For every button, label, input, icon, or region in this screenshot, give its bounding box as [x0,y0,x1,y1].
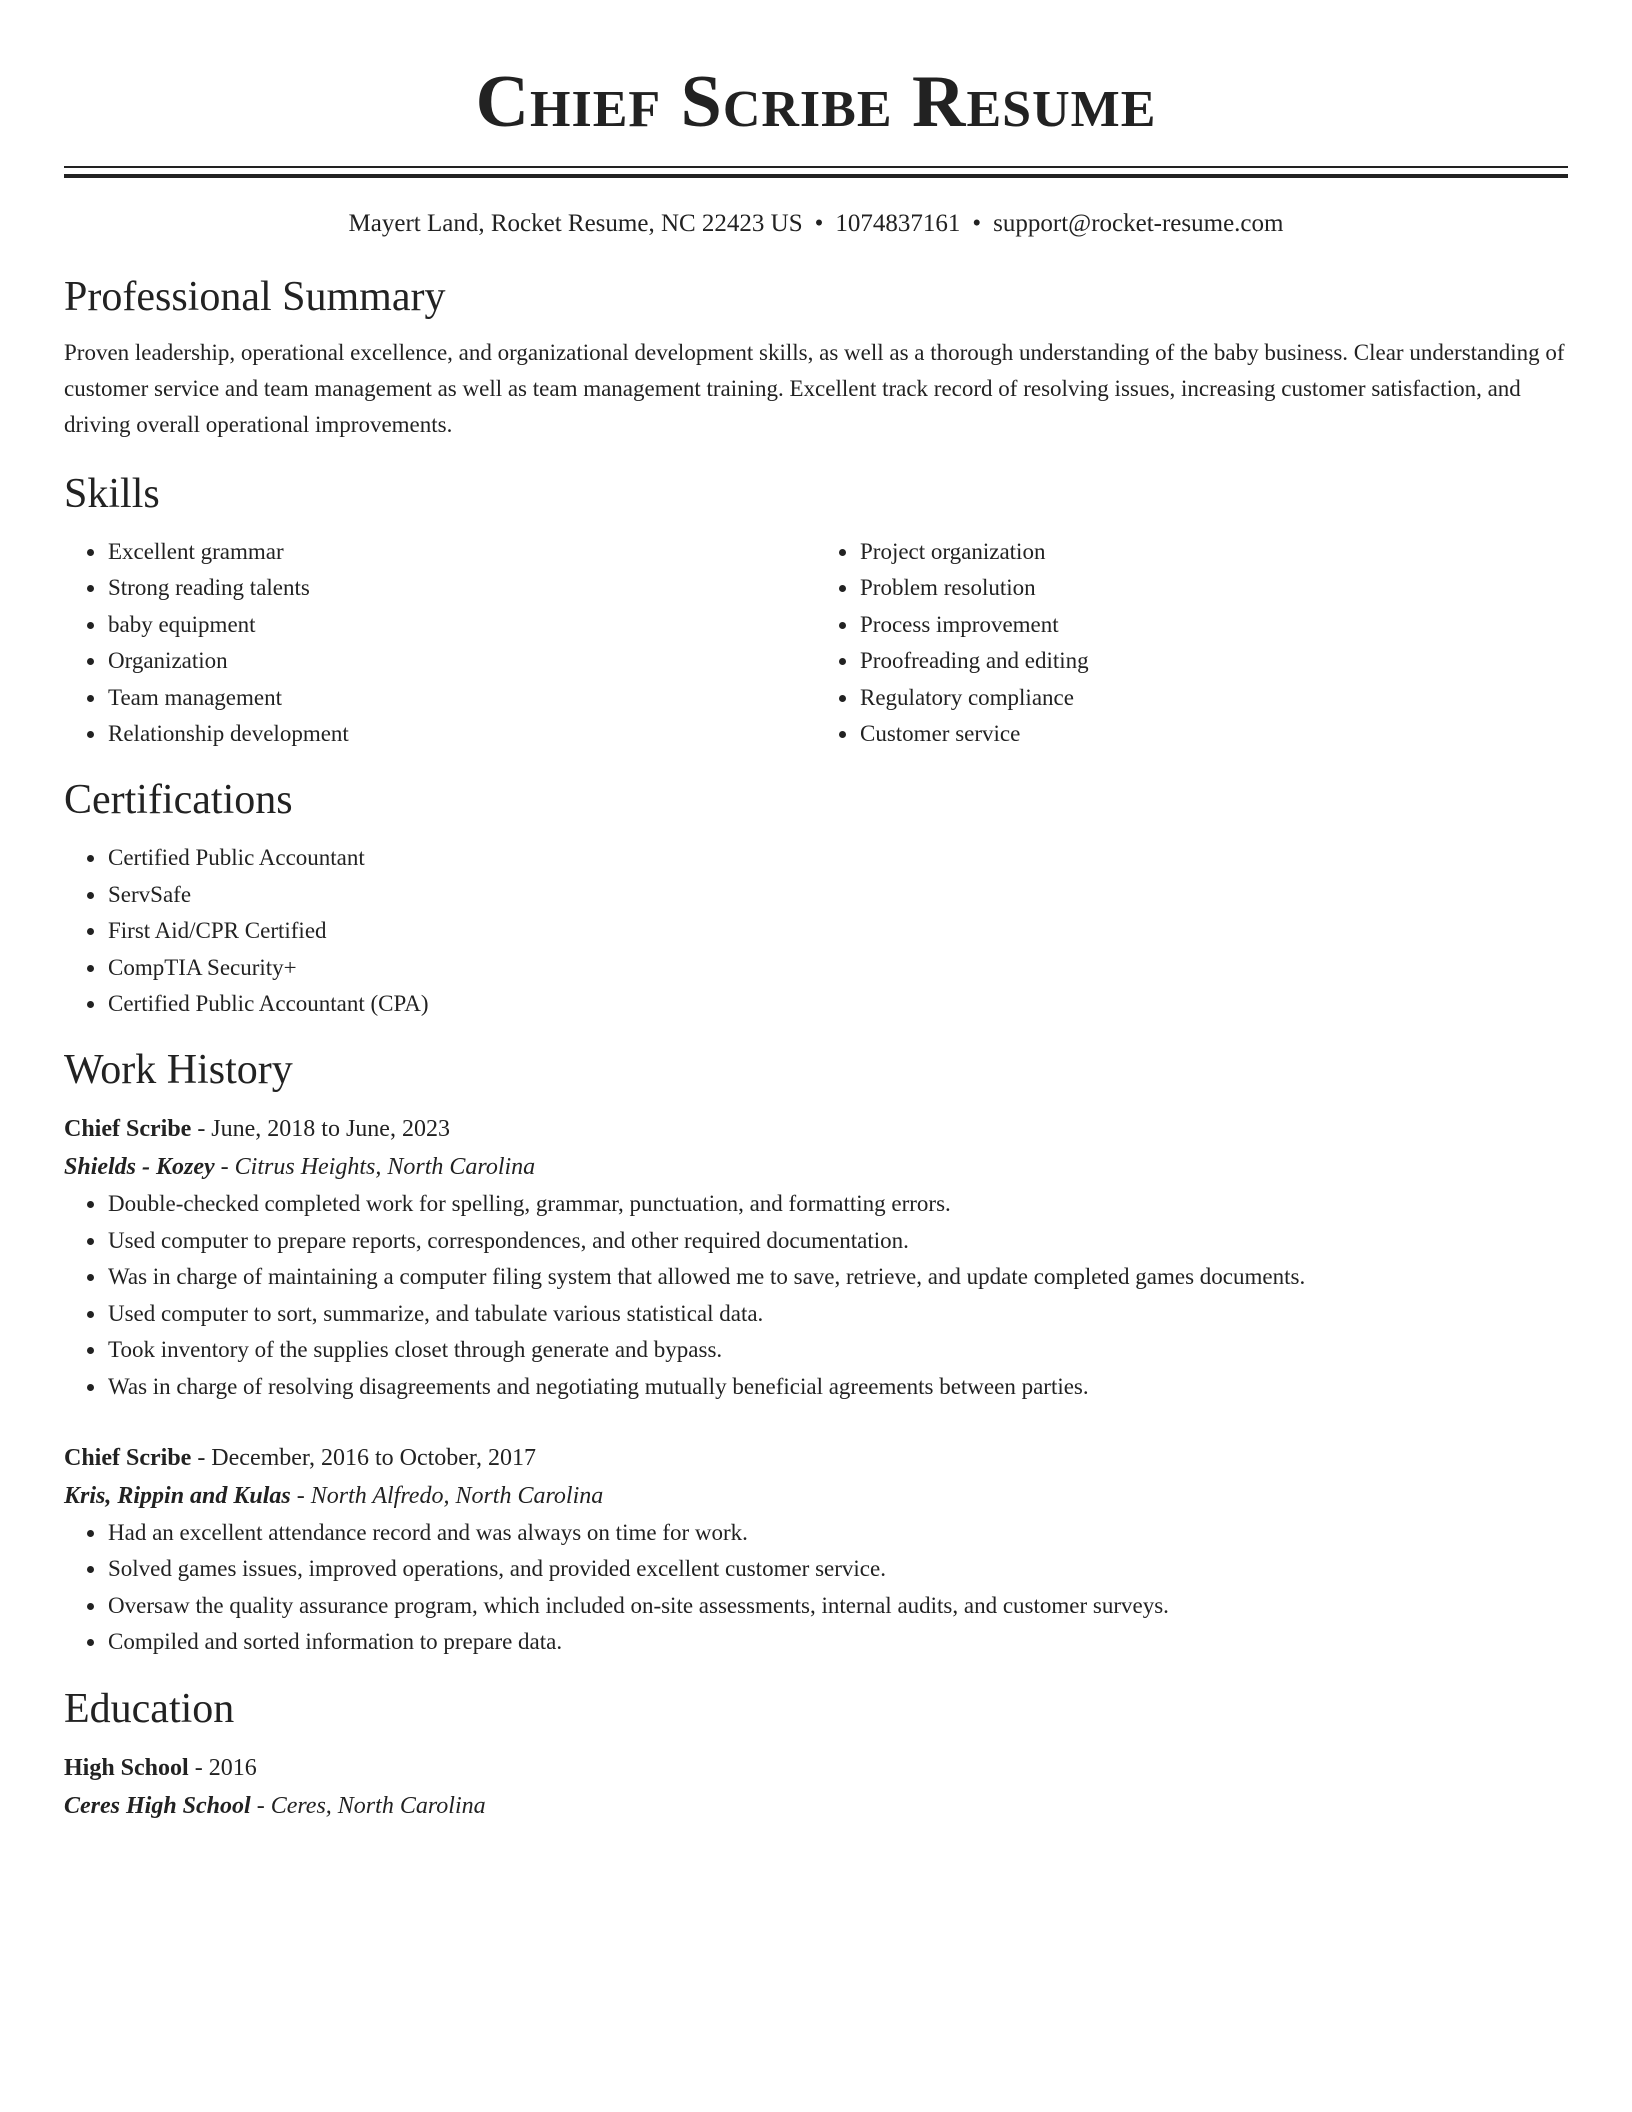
education-degree: High School [64,1754,189,1781]
skills-list-right [816,534,1568,752]
contact-address: Mayert Land, Rocket Resume, NC 22423 US [348,210,803,237]
skill-item: • Relationship development [107,716,816,752]
job-entry [64,1439,1568,1661]
contact-separator: • [972,210,982,237]
skill-item: • Problem resolution [859,570,1568,606]
job-company: Shields - Kozey [64,1154,215,1181]
job-company-line [64,1477,1568,1515]
skill-item: • Process improvement [859,607,1568,643]
job-company: Kris, Rippin and Kulas [64,1482,291,1509]
skills-section [64,468,1568,752]
job-bullet: • Compiled and sorted information to prepare data. [107,1624,1568,1660]
job-title-line [64,1110,1568,1148]
skill-item: • Proofreading and editing [859,643,1568,679]
summary-text: Proven leadership, operational excellence, and organizational development skills, as well as a thorough understanding of the baby business. Clear understanding of customer service and team management as well as team management training. Excellent track record of resolving issues, increasing customer satisfaction, and driving overall operational improvements. [64,340,1565,437]
job-title-line [64,1439,1568,1477]
job-bullet: • Used computer to sort, summarize, and tabulate various statistical data. [107,1296,1568,1332]
job-bullet: • Used computer to prepare reports, correspondences, and other required documentation. [107,1223,1568,1259]
skills-columns [64,534,1568,752]
header-divider-thick [64,174,1568,178]
job-bullet: • Double-checked completed work for spelling, grammar, punctuation, and formatting errors. [107,1186,1568,1222]
skill-item: • Customer service [859,716,1568,752]
skill-item: • Team management [107,680,816,716]
skills-heading: Skills [64,471,160,517]
education-year: - 2016 [188,1754,257,1781]
education-heading: Education [64,1685,235,1732]
skills-column-left [64,534,816,752]
job-bullet: • Was in charge of maintaining a computer filing system that allowed me to save, retrieve, and update completed games documents. [107,1259,1568,1295]
certification-item: • Certified Public Accountant (CPA) [107,986,1568,1022]
header-divider-thin [64,166,1568,168]
job-title: Chief Scribe [64,1116,192,1143]
education-degree-line [64,1749,1568,1787]
skill-item: • Excellent grammar [107,534,816,570]
education-school: Ceres High School [64,1792,251,1819]
education-entry [64,1749,1568,1825]
job-title: Chief Scribe [64,1444,192,1471]
job-company-line [64,1148,1568,1186]
job-dates: - December, 2016 to October, 2017 [191,1444,536,1471]
job-bullet: • Had an excellent attendance record and was always on time for work. [107,1515,1568,1551]
certifications-heading: Certifications [64,777,293,824]
contact-phone: 1074837161 [835,210,961,237]
contact-line [64,208,1568,240]
job-bullet: • Was in charge of resolving disagreements and negotiating mutually beneficial agreements between parties. [107,1369,1568,1405]
education-section [64,1683,1568,1825]
job-bullet: • Solved games issues, improved operations, and provided excellent customer service. [107,1551,1568,1587]
job-bullets [64,1515,1568,1661]
job-entry [64,1110,1568,1404]
skill-item: • Project organization [859,534,1568,570]
contact-separator: • [814,210,824,237]
job-bullet: • Oversaw the quality assurance program, which included on-site assessments, internal audits, and customer surveys. [107,1588,1568,1624]
education-location: - Ceres, North Carolina [250,1792,486,1819]
summary-section [64,271,1568,443]
job-location: - North Alfredo, North Carolina [290,1482,604,1509]
skill-item: • Strong reading talents [107,570,816,606]
skill-item: • baby equipment [107,607,816,643]
skills-column-right [816,534,1568,752]
skills-list-left [64,534,816,752]
certifications-section [64,774,1568,1022]
contact-email: support@rocket-resume.com [993,210,1284,237]
certification-item: • CompTIA Security+ [107,950,1568,986]
job-bullets [64,1186,1568,1404]
education-school-line [64,1787,1568,1825]
certification-item: • ServSafe [107,877,1568,913]
work-history-heading: Work History [64,1047,293,1094]
certification-item: • First Aid/CPR Certified [107,913,1568,949]
skill-item: • Regulatory compliance [859,680,1568,716]
job-dates: - June, 2018 to June, 2023 [191,1116,450,1143]
certification-item: • Certified Public Accountant [107,840,1568,876]
work-history-section [64,1044,1568,1660]
certifications-list [64,840,1568,1022]
skill-item: • Organization [107,643,816,679]
summary-heading: Professional Summary [64,274,446,320]
job-location: - Citrus Heights, North Carolina [214,1154,536,1181]
job-bullet: • Took inventory of the supplies closet through generate and bypass. [107,1332,1568,1368]
resume-title: Chief Scribe Resume [475,61,1157,143]
